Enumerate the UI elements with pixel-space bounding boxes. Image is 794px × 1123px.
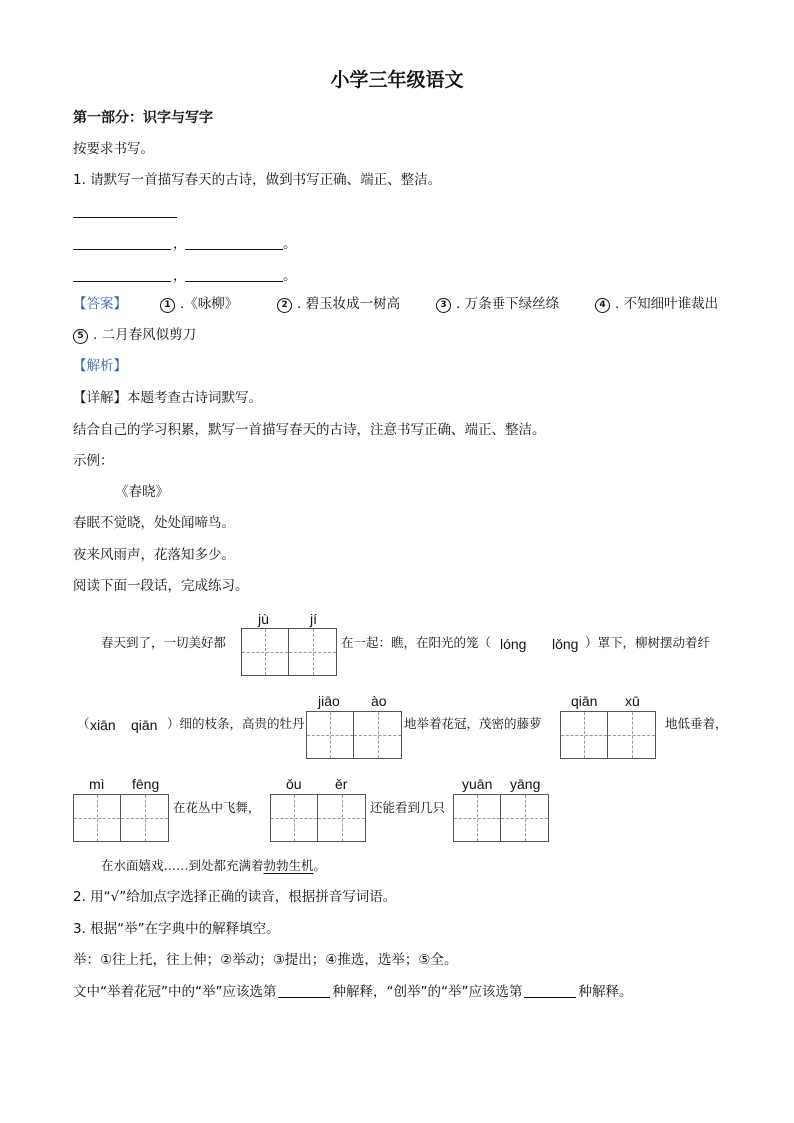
answer-blank-line2b[interactable] [185, 281, 283, 282]
reading-instruction: 阅读下面一段话，完成练习。 [73, 578, 249, 594]
answer-label: 【答案】 [73, 296, 127, 312]
grid-cell[interactable] [241, 628, 289, 676]
passage-text: ）罩下，柳树摆动着纤 [585, 635, 711, 650]
pinyin-label: xū [625, 693, 640, 709]
poem-line: 春眠不觉晓，处处闻啼鸟。 [73, 515, 235, 531]
writing-grid[interactable] [560, 711, 656, 759]
pinyin-label: ǒu [286, 776, 302, 792]
section-heading: 第一部分：识字与写字 [73, 110, 213, 126]
grid-cell[interactable] [608, 711, 656, 759]
grid-cell[interactable] [289, 628, 337, 676]
grid-cell[interactable] [318, 794, 366, 842]
fill-blank[interactable] [524, 986, 576, 998]
grid-cell[interactable] [73, 794, 121, 842]
writing-grid[interactable] [453, 794, 549, 842]
writing-grid[interactable] [241, 628, 337, 676]
answer-item: 2 . 碧玉妆成一树高 [277, 298, 400, 313]
grid-cell[interactable] [560, 711, 608, 759]
punct-period: 。 [283, 268, 297, 284]
writing-grid[interactable] [306, 711, 402, 759]
pinyin-label: jiāo [318, 693, 340, 709]
answer-item: 1 .《咏柳》 [160, 298, 238, 313]
grid-cell[interactable] [501, 794, 549, 842]
grid-cell[interactable] [354, 711, 402, 759]
question-3: 3. 根据“举”在字典中的解释填空。 [73, 921, 280, 937]
pinyin-option[interactable]: xiān [90, 717, 116, 733]
pinyin-label: jí [310, 611, 317, 627]
example-label: 示例： [73, 453, 114, 469]
punct-period: 。 [283, 236, 297, 252]
passage-text: （ [77, 716, 90, 731]
ju-definition: 举：①往上托，往上伸；②举动；③提出；④推选，选举；⑤全。 [73, 952, 458, 968]
answer-item: 4 . 不知细叶谁裁出 [595, 298, 718, 313]
passage-text: 地举着花冠，茂密的藤萝 [404, 716, 542, 731]
pinyin-label: qiān [571, 693, 598, 709]
pinyin-label: jù [258, 611, 269, 627]
writing-grid[interactable] [270, 794, 366, 842]
pinyin-option[interactable]: qiān [131, 717, 158, 733]
analysis-label: 【解析】 [73, 358, 127, 374]
passage-text: ）细的枝条，高贵的牡丹 [167, 716, 305, 731]
answer-item: 5 . 二月春风似剪刀 [73, 329, 196, 344]
answer-blank-title[interactable] [73, 217, 177, 218]
pinyin-label: yāng [510, 776, 541, 792]
passage-text: 在一起：瞧，在阳光的笼（ [341, 635, 492, 650]
grid-cell[interactable] [306, 711, 354, 759]
punct-comma: ， [173, 268, 187, 284]
explain-text: 结合自己的学习积累，默写一首描写春天的古诗，注意书写正确、端正、整洁。 [73, 422, 546, 438]
fill-blank-sentence: 文中“举着花冠”中的“举”应该选第 种解释，“创举”的“举”应该选第 种解释。 [73, 984, 633, 1000]
passage-text: 地低垂着， [665, 716, 728, 731]
poem-line: 夜来风雨声，花落知多少。 [73, 547, 235, 563]
answer-item: 3 . 万条垂下绿丝绦 [436, 298, 559, 313]
answer-blank-line2a[interactable] [73, 281, 171, 282]
pinyin-label: fēng [132, 776, 160, 792]
detail-label: 【详解】 [73, 390, 127, 406]
grid-cell[interactable] [453, 794, 501, 842]
passage-text: 在水面嬉戏……到处都充满着勃勃生机。 [101, 858, 327, 873]
passage-text: 在花丛中飞舞， [173, 800, 261, 815]
poem-title: 《春晓》 [115, 484, 169, 500]
answer-blank-line1b[interactable] [185, 249, 283, 250]
detail-line: 【详解】本题考查古诗词默写。 [73, 390, 262, 406]
question-1: 1. 请默写一首描写春天的古诗，做到书写正确、端正、整洁。 [73, 172, 442, 188]
passage-text: 春天到了，一切美好都 [101, 635, 227, 650]
pinyin-label: yuān [462, 776, 493, 792]
question-2: 2. 用“√”给加点字选择正确的读音，根据拼音写词语。 [73, 889, 397, 905]
pinyin-label: ào [371, 693, 387, 709]
fill-blank[interactable] [278, 986, 330, 998]
pinyin-label: mì [89, 776, 105, 792]
page-title: 小学三年级语文 [330, 69, 464, 91]
pinyin-option[interactable]: lǒng [552, 636, 579, 652]
writing-grid[interactable] [73, 794, 169, 842]
passage-text: 还能看到几只 [370, 800, 446, 815]
answer-blank-line1a[interactable] [73, 249, 171, 250]
pinyin-option[interactable]: lóng [500, 636, 527, 652]
grid-cell[interactable] [270, 794, 318, 842]
dotted-word: 勃勃生机 [263, 858, 314, 873]
instruction-text: 按要求书写。 [73, 141, 154, 157]
pinyin-label: ěr [335, 776, 348, 792]
grid-cell[interactable] [121, 794, 169, 842]
punct-comma: ， [173, 236, 187, 252]
